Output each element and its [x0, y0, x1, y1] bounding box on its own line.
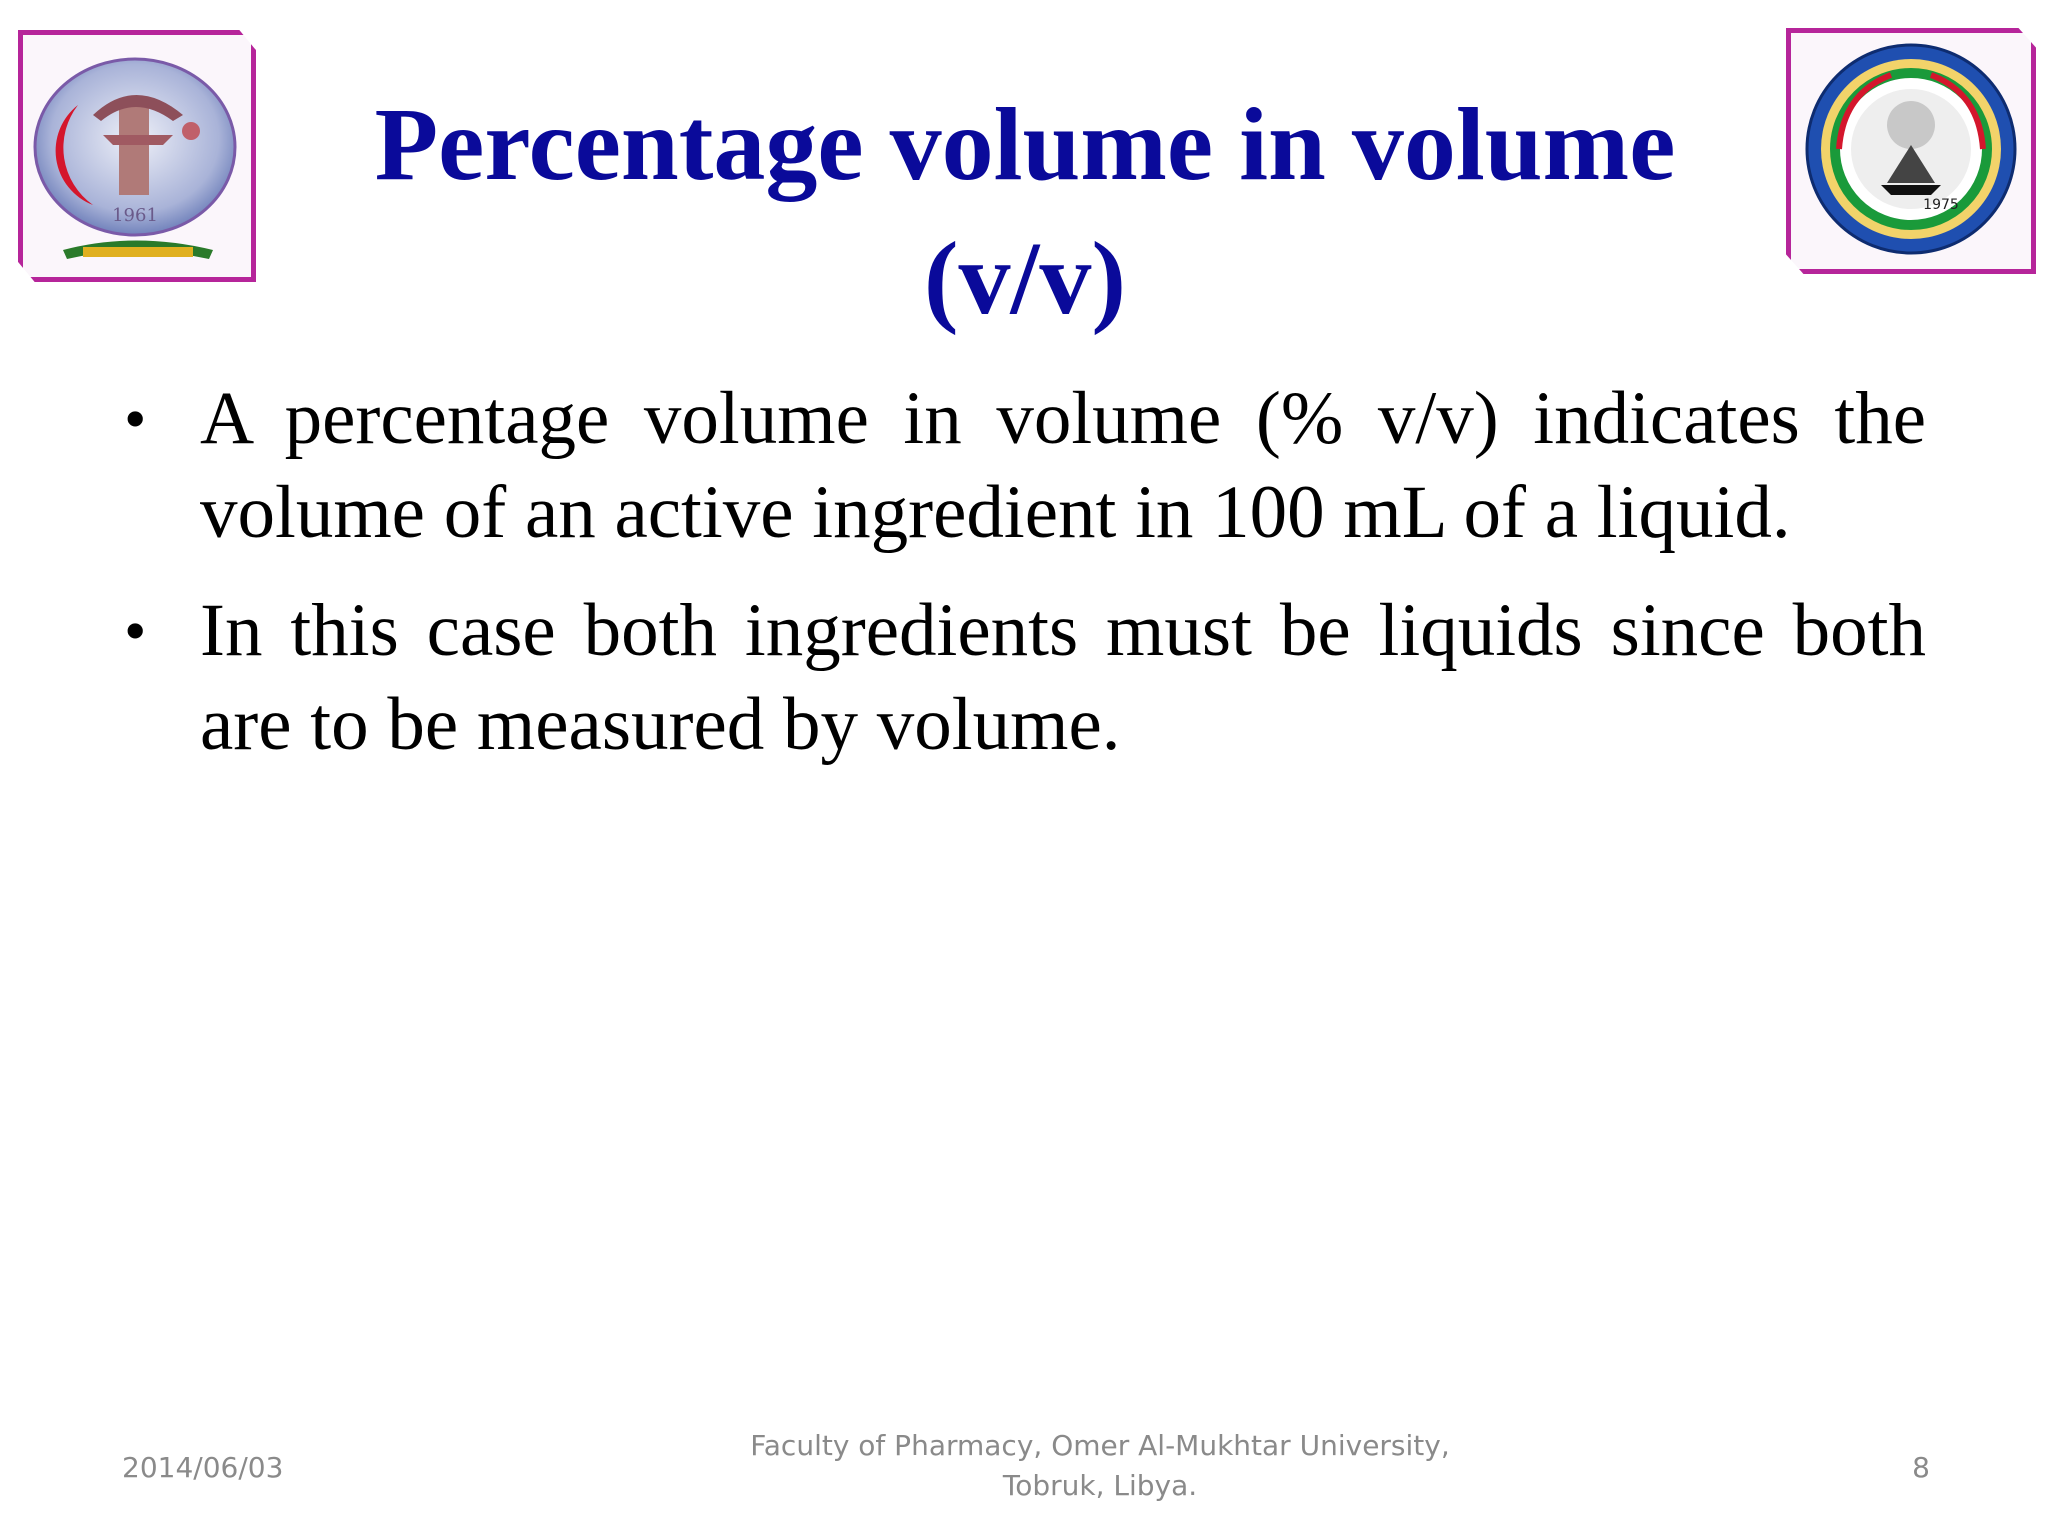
- bullet-dot-icon: •: [124, 595, 147, 666]
- bullet-list: [120, 372, 1926, 796]
- logo-year-left: 1961: [112, 205, 158, 226]
- faculty-logo: [18, 30, 256, 282]
- title-line-1: Percentage volume in volume: [374, 87, 1676, 202]
- footer-line-1: Faculty of Pharmacy, Omer Al-Mukhtar University,: [750, 1429, 1450, 1462]
- university-seal-icon: [1791, 33, 2031, 269]
- logo-year-right: 1975: [1923, 197, 1959, 213]
- bullet-text: A percentage volume in volume (% v/v) indicates the volume of an active ingredient in 100 mL of a liquid.: [200, 377, 1926, 554]
- title-line-2: (v/v): [923, 221, 1127, 336]
- university-logo: [1786, 28, 2036, 274]
- bullet-item: [120, 372, 1926, 560]
- page-number: 8: [1912, 1451, 1930, 1484]
- slide-title: [280, 78, 1770, 346]
- footer-date: 2014/06/03: [122, 1451, 284, 1484]
- footer-institution: [600, 1426, 1600, 1506]
- bullet-item: [120, 584, 1926, 772]
- bullet-dot-icon: •: [124, 383, 147, 454]
- faculty-emblem-icon: [23, 35, 251, 277]
- footer-line-2: Tobruk, Libya.: [1002, 1469, 1198, 1502]
- bullet-text: In this case both ingredients must be liquids since both are to be measured by volume.: [200, 589, 1926, 766]
